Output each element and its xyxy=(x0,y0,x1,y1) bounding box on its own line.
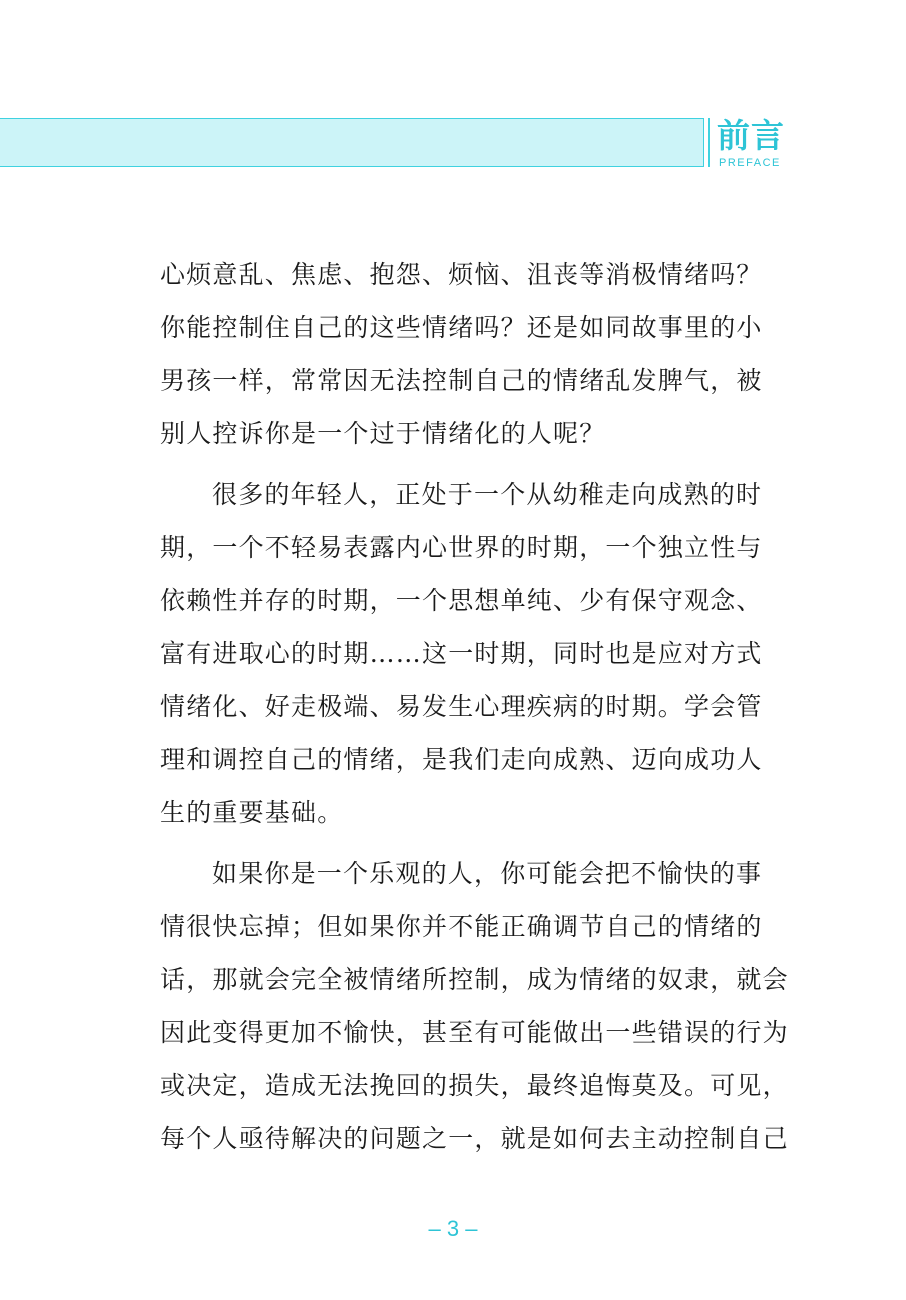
text-line: 理和调控自己的情绪，是我们走向成熟、迈向成功人 xyxy=(160,745,763,774)
paragraph-3 xyxy=(160,847,790,1165)
text-line: 情很快忘掉；但如果你并不能正确调节自己的情绪的 xyxy=(160,912,763,941)
header-divider xyxy=(708,118,710,167)
section-subtitle: PREFACE xyxy=(719,157,781,169)
text-line: 生的重要基础。 xyxy=(160,798,344,827)
section-title: 前言 xyxy=(717,116,785,155)
text-line: 别人控诉你是一个过于情绪化的人呢？ xyxy=(160,419,606,448)
text-line: 富有进取心的时期……这一时期，同时也是应对方式 xyxy=(160,639,763,668)
body-text xyxy=(160,248,790,1165)
paragraph-1 xyxy=(160,248,790,460)
text-line: 话，那就会完全被情绪所控制，成为情绪的奴隶，就会 xyxy=(160,965,789,994)
text-line: 你能控制住自己的这些情绪吗？还是如同故事里的小 xyxy=(160,313,763,342)
paragraph-2 xyxy=(160,468,790,839)
text-line: 因此变得更加不愉快，甚至有可能做出一些错误的行为 xyxy=(160,1018,789,1047)
text-line: 很多的年轻人，正处于一个从幼稚走向成熟的时 xyxy=(212,480,763,509)
text-line: 心烦意乱、焦虑、抱怨、烦恼、沮丧等消极情绪吗？ xyxy=(160,260,763,289)
text-line: 男孩一样，常常因无法控制自己的情绪乱发脾气，被 xyxy=(160,366,763,395)
text-line: 依赖性并存的时期，一个思想单纯、少有保守观念、 xyxy=(160,586,763,615)
page-number: – 3 – xyxy=(428,1216,478,1241)
header-banner xyxy=(0,118,704,167)
text-line: 期，一个不轻易表露内心世界的时期，一个独立性与 xyxy=(160,533,763,562)
text-line: 如果你是一个乐观的人，你可能会把不愉快的事 xyxy=(212,859,763,888)
text-line: 或决定，造成无法挽回的损失，最终追悔莫及。可见， xyxy=(160,1071,789,1100)
text-line: 每个人亟待解决的问题之一，就是如何去主动控制自己 xyxy=(160,1124,789,1153)
text-line: 情绪化、好走极端、易发生心理疾病的时期。学会管 xyxy=(160,692,763,721)
